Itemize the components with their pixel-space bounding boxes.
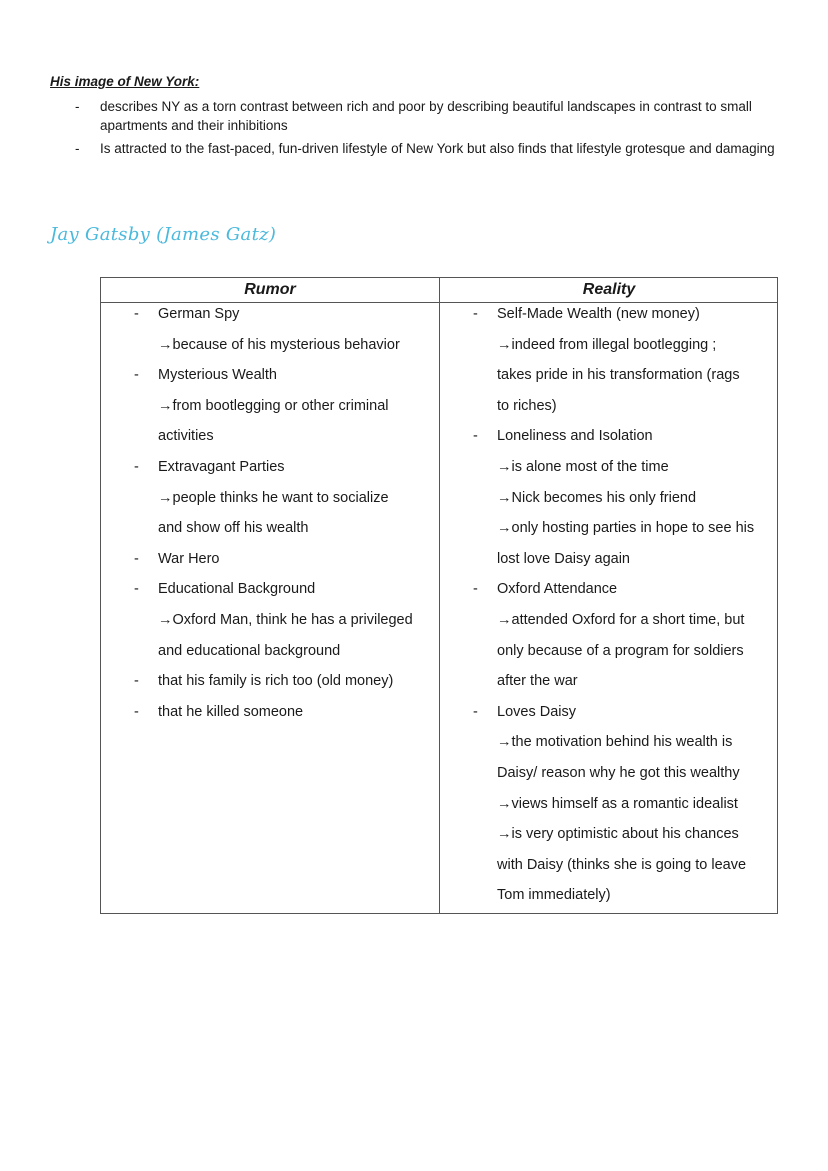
cell-text: Loves Daisy <box>497 703 576 720</box>
cell-text: after the war <box>497 673 578 690</box>
table-row <box>101 671 401 702</box>
bullet-dash: - <box>473 581 478 598</box>
table-row <box>101 304 401 335</box>
cell-text: →the motivation behind his wealth is <box>497 734 733 751</box>
cell-text: and educational background <box>158 642 341 659</box>
rumor-reality-table <box>100 277 778 914</box>
cell-text: takes pride in his transformation (rags <box>497 367 740 384</box>
rumor-column <box>101 304 413 732</box>
cell-text: →Nick becomes his only friend <box>497 489 697 506</box>
table-row <box>440 518 755 549</box>
table-row <box>440 763 740 794</box>
table-row <box>440 794 740 825</box>
table-row <box>101 579 401 610</box>
cell-text: that his family is rich too (old money) <box>158 673 394 690</box>
cell-text: that he killed someone <box>158 703 304 720</box>
cell-text: →attended Oxford for a short time, but <box>497 611 745 628</box>
bullet-dash: - <box>134 458 139 475</box>
table-row <box>101 610 413 641</box>
list-item-text: Is attracted to the fast-paced, fun-driven lifestyle of New York but also finds that lifestyle grotesque and damaging <box>100 141 775 156</box>
list-item-text: describes NY as a torn contrast between rich and poor by describing beautiful landscapes in contrast to small apartments and their inhibitions <box>100 99 752 133</box>
table-row <box>101 365 401 396</box>
cell-text: →views himself as a romantic idealist <box>497 795 738 812</box>
list-item: - Is attracted to the fast-paced, fun-driven lifestyle of New York but also finds that lifestyle grotesque and damaging <box>75 141 775 156</box>
table-row <box>440 702 740 733</box>
table-row <box>440 365 740 396</box>
cell-text: →indeed from illegal bootlegging ; <box>497 336 717 353</box>
cell-text: activities <box>158 428 214 445</box>
cell-text: Loneliness and Isolation <box>497 428 653 445</box>
bullet-dash: - <box>134 550 139 567</box>
cell-text: →only hosting parties in hope to see his <box>497 520 755 537</box>
cell-text: Mysterious Wealth <box>158 367 277 384</box>
reality-column-header: Reality <box>582 281 636 298</box>
cell-text: and show off his wealth <box>158 520 309 537</box>
ny-section-heading: His image of New York: <box>50 74 200 89</box>
table-row <box>101 426 401 457</box>
cell-text: →Oxford Man, think he has a privileged <box>158 611 413 628</box>
table-row <box>440 732 740 763</box>
bullet-dash: - <box>473 428 478 445</box>
cell-text: Tom immediately) <box>497 887 611 904</box>
bullet-dash: - <box>134 673 139 690</box>
table-row <box>440 335 740 366</box>
table-row <box>440 824 740 855</box>
cell-text: German Spy <box>158 306 240 322</box>
table-row <box>101 457 401 488</box>
ny-bullet-list <box>72 97 787 162</box>
cell-text: →because of his mysterious behavior <box>158 336 400 353</box>
table-row <box>101 641 401 672</box>
cell-text: →people thinks he want to socialize <box>158 489 389 506</box>
header-divider <box>101 302 777 303</box>
cell-text: with Daisy (thinks she is going to leave <box>497 856 747 873</box>
table-row <box>440 671 740 702</box>
bullet-dash: - <box>134 703 139 720</box>
table-row <box>440 610 745 641</box>
table-row <box>101 549 401 580</box>
cell-text: Daisy/ reason why he got this wealthy <box>497 764 740 781</box>
table-row <box>101 488 401 519</box>
table-row <box>440 885 740 916</box>
cell-text: Extravagant Parties <box>158 458 285 475</box>
cell-text: Educational Background <box>158 581 316 598</box>
bullet-dash: - <box>134 581 139 598</box>
table-row <box>101 335 401 366</box>
list-item: - describes NY as a torn contrast between rich and poor by describing beautiful landscapes in contrast to small apartments and their inhibitions <box>75 99 752 133</box>
bullet-dash: - <box>134 367 139 384</box>
table-row <box>440 488 740 519</box>
cell-text: Oxford Attendance <box>497 581 618 598</box>
table-row <box>440 426 740 457</box>
bullet-dash: - <box>134 306 139 322</box>
table-row <box>440 457 740 488</box>
bullet-dash: - <box>473 703 478 720</box>
rumor-column-header: Rumor <box>244 281 296 298</box>
table-row <box>440 549 740 580</box>
cell-text: to riches) <box>497 397 557 414</box>
cell-text: lost love Daisy again <box>497 550 630 567</box>
cell-text: →is very optimistic about his chances <box>497 826 739 843</box>
cell-text: Self-Made Wealth (new money) <box>497 306 700 322</box>
table-row <box>101 702 401 733</box>
table-row <box>440 396 740 427</box>
cell-text: War Hero <box>158 550 220 567</box>
bullet-dash: - <box>473 306 478 322</box>
table-row <box>440 641 744 672</box>
table-row <box>440 579 740 610</box>
table-row <box>440 855 747 886</box>
reality-column <box>440 304 755 916</box>
cell-text: →is alone most of the time <box>497 458 669 475</box>
table-row <box>440 304 740 335</box>
table-row <box>101 396 401 427</box>
cell-text: →from bootlegging or other criminal <box>158 397 389 414</box>
table-row <box>101 518 401 549</box>
gatsby-heading: Jay Gatsby (James Gatz) <box>50 224 277 245</box>
cell-text: only because of a program for soldiers <box>497 642 744 659</box>
